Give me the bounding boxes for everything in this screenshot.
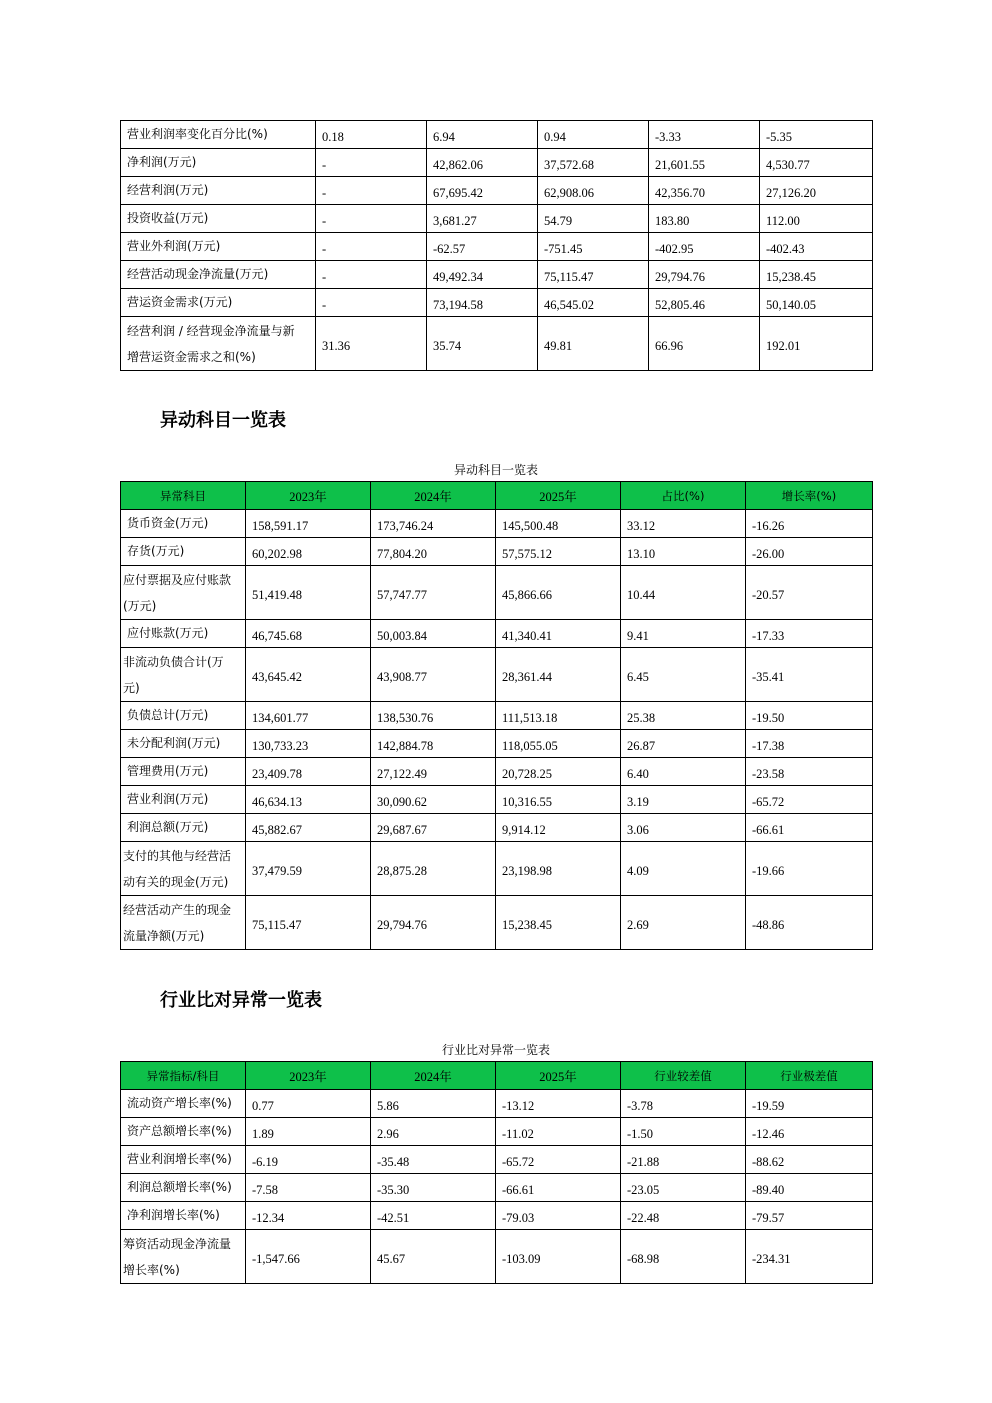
table-row — [121, 1090, 873, 1118]
row-label-line1: 营业利润(万元) — [127, 792, 209, 806]
cell: 6.94 — [427, 121, 538, 149]
cell: -17.33 — [746, 620, 873, 648]
industry-comparison-body — [121, 1090, 873, 1284]
cell: -16.26 — [746, 510, 873, 538]
financial-metrics-body — [121, 121, 873, 371]
cell: 15,238.45 — [496, 896, 621, 950]
row-label-line1: 利润总额(万元) — [127, 820, 209, 834]
row-label-line2: 增长率(%) — [123, 1262, 180, 1277]
cell: 37,479.59 — [246, 842, 371, 896]
cell: 57,575.12 — [496, 538, 621, 566]
cell: 49,492.34 — [427, 261, 538, 289]
cell: 29,687.67 — [371, 814, 496, 842]
cell: -35.41 — [746, 648, 873, 702]
cell: -402.95 — [649, 233, 760, 261]
cell: -234.31 — [746, 1230, 873, 1284]
cell: 31.36 — [316, 317, 427, 371]
cell: 111,513.18 — [496, 702, 621, 730]
cell: 9,914.12 — [496, 814, 621, 842]
column-header: 2025年 — [496, 1062, 621, 1090]
cell: 27,126.20 — [760, 177, 873, 205]
cell: -68.98 — [621, 1230, 746, 1284]
cell: -35.30 — [371, 1174, 496, 1202]
row-label — [121, 1146, 246, 1174]
cell: -1.50 — [621, 1118, 746, 1146]
column-header: 行业极差值 — [746, 1062, 873, 1090]
row-label — [121, 1090, 246, 1118]
column-header: 2023年 — [246, 1062, 371, 1090]
table-row — [121, 648, 873, 702]
row-label — [121, 814, 246, 842]
column-header: 2024年 — [371, 1062, 496, 1090]
row-label-line2: 元) — [123, 680, 140, 695]
row-label-line1: 应付票据及应付账款 — [123, 572, 232, 587]
cell: -65.72 — [496, 1146, 621, 1174]
cell: 21,601.55 — [649, 149, 760, 177]
row-label-line2: 流量净额(万元) — [123, 928, 205, 943]
cell: 37,572.68 — [538, 149, 649, 177]
cell: - — [316, 149, 427, 177]
cell: -6.19 — [246, 1146, 371, 1174]
cell: -20.57 — [746, 566, 873, 620]
cell: 45,866.66 — [496, 566, 621, 620]
cell: 1.89 — [246, 1118, 371, 1146]
anomaly-accounts-body — [121, 510, 873, 950]
cell: 42,862.06 — [427, 149, 538, 177]
cell: 6.40 — [621, 758, 746, 786]
table-row — [121, 1174, 873, 1202]
cell: -65.72 — [746, 786, 873, 814]
cell: 138,530.76 — [371, 702, 496, 730]
cell: -19.59 — [746, 1090, 873, 1118]
financial-metrics-table — [120, 120, 873, 371]
row-label — [121, 1174, 246, 1202]
row-label: 经营利润(万元) — [121, 177, 316, 205]
row-label — [121, 1230, 246, 1284]
cell: 45.67 — [371, 1230, 496, 1284]
cell: 9.41 — [621, 620, 746, 648]
row-label-line1: 存货(万元) — [127, 544, 185, 558]
row-label — [121, 896, 246, 950]
table-caption-industry-comparison: 行业比对异常一览表 — [441, 1043, 550, 1057]
cell: 0.77 — [246, 1090, 371, 1118]
cell: -62.57 — [427, 233, 538, 261]
cell: - — [316, 261, 427, 289]
column-header: 异常指标/科目 — [121, 1062, 246, 1090]
cell: -26.00 — [746, 538, 873, 566]
cell: -79.03 — [496, 1202, 621, 1230]
table-row — [121, 289, 873, 317]
row-label-line1: 非流动负债合计(万 — [123, 654, 224, 669]
cell: -17.38 — [746, 730, 873, 758]
row-label — [121, 317, 316, 371]
table-row — [121, 620, 873, 648]
cell: 52,805.46 — [649, 289, 760, 317]
cell: -751.45 — [538, 233, 649, 261]
cell: - — [316, 289, 427, 317]
cell: 27,122.49 — [371, 758, 496, 786]
cell: 28,361.44 — [496, 648, 621, 702]
row-label — [121, 702, 246, 730]
cell: 46,545.02 — [538, 289, 649, 317]
cell: 0.94 — [538, 121, 649, 149]
row-label-line1: 经营利润 / 经营现金净流量与新 — [127, 323, 295, 338]
cell: 5.86 — [371, 1090, 496, 1118]
cell: 51,419.48 — [246, 566, 371, 620]
cell: 0.18 — [316, 121, 427, 149]
cell: 75,115.47 — [538, 261, 649, 289]
row-label-line2: (万元) — [123, 598, 157, 613]
table-row — [121, 149, 873, 177]
cell: -3.33 — [649, 121, 760, 149]
row-label-line2: 增营运资金需求之和(%) — [127, 349, 256, 364]
row-label: 营业利润率变化百分比(%) — [121, 121, 316, 149]
row-label — [121, 786, 246, 814]
cell: -23.05 — [621, 1174, 746, 1202]
column-header: 2024年 — [371, 482, 496, 510]
column-header: 异常科目 — [121, 482, 246, 510]
cell: 10.44 — [621, 566, 746, 620]
cell: 23,198.98 — [496, 842, 621, 896]
row-label-line1: 负债总计(万元) — [127, 708, 209, 722]
cell: 67,695.42 — [427, 177, 538, 205]
cell: -12.34 — [246, 1202, 371, 1230]
cell: 192.01 — [760, 317, 873, 371]
table-row — [121, 205, 873, 233]
cell: -402.43 — [760, 233, 873, 261]
cell: -66.61 — [746, 814, 873, 842]
cell: 134,601.77 — [246, 702, 371, 730]
cell: 3.19 — [621, 786, 746, 814]
cell: 33.12 — [621, 510, 746, 538]
cell: 49.81 — [538, 317, 649, 371]
cell: -19.66 — [746, 842, 873, 896]
table-row — [121, 177, 873, 205]
cell: -3.78 — [621, 1090, 746, 1118]
cell: 4,530.77 — [760, 149, 873, 177]
industry-comparison-table — [120, 1061, 873, 1284]
anomaly-accounts-table — [120, 481, 873, 950]
table-row — [121, 510, 873, 538]
row-label: 经营活动现金净流量(万元) — [121, 261, 316, 289]
row-label-line1: 资产总额增长率(%) — [127, 1124, 232, 1138]
row-label: 投资收益(万元) — [121, 205, 316, 233]
row-label-line1: 流动资产增长率(%) — [127, 1096, 232, 1110]
cell: 2.69 — [621, 896, 746, 950]
table-row — [121, 730, 873, 758]
row-label: 营运资金需求(万元) — [121, 289, 316, 317]
table-row — [121, 896, 873, 950]
cell: -42.51 — [371, 1202, 496, 1230]
table-row — [121, 1146, 873, 1174]
row-label — [121, 648, 246, 702]
cell: 13.10 — [621, 538, 746, 566]
cell: 26.87 — [621, 730, 746, 758]
cell: -11.02 — [496, 1118, 621, 1146]
row-label — [121, 758, 246, 786]
row-label-line1: 应付账款(万元) — [127, 626, 209, 640]
cell: 73,194.58 — [427, 289, 538, 317]
column-header: 2025年 — [496, 482, 621, 510]
row-label: 营业外利润(万元) — [121, 233, 316, 261]
cell: -35.48 — [371, 1146, 496, 1174]
column-header: 占比(%) — [621, 482, 746, 510]
cell: 46,745.68 — [246, 620, 371, 648]
table-row — [121, 786, 873, 814]
column-header: 2023年 — [246, 482, 371, 510]
cell: 45,882.67 — [246, 814, 371, 842]
cell: -19.50 — [746, 702, 873, 730]
cell: 20,728.25 — [496, 758, 621, 786]
row-label-line1: 营业利润增长率(%) — [127, 1152, 232, 1166]
cell: 29,794.76 — [371, 896, 496, 950]
cell: 145,500.48 — [496, 510, 621, 538]
table-row — [121, 814, 873, 842]
cell: -66.61 — [496, 1174, 621, 1202]
table-row — [121, 842, 873, 896]
column-header: 行业较差值 — [621, 1062, 746, 1090]
cell: 50,140.05 — [760, 289, 873, 317]
cell: -22.48 — [621, 1202, 746, 1230]
row-label-line1: 经营活动产生的现金 — [123, 902, 232, 917]
cell: -13.12 — [496, 1090, 621, 1118]
cell: 29,794.76 — [649, 261, 760, 289]
cell: 77,804.20 — [371, 538, 496, 566]
cell: -103.09 — [496, 1230, 621, 1284]
table-row — [121, 121, 873, 149]
table-row — [121, 261, 873, 289]
cell: -1,547.66 — [246, 1230, 371, 1284]
cell: -7.58 — [246, 1174, 371, 1202]
cell: 4.09 — [621, 842, 746, 896]
cell: 112.00 — [760, 205, 873, 233]
table-row — [121, 538, 873, 566]
cell: 43,908.77 — [371, 648, 496, 702]
cell: -48.86 — [746, 896, 873, 950]
table-row — [121, 233, 873, 261]
table-row — [121, 1230, 873, 1284]
cell: 23,409.78 — [246, 758, 371, 786]
row-label-line2: 动有关的现金(万元) — [123, 874, 229, 889]
row-label — [121, 1118, 246, 1146]
table-row — [121, 758, 873, 786]
row-label-line1: 支付的其他与经营活 — [123, 848, 232, 863]
cell: - — [316, 233, 427, 261]
cell: 158,591.17 — [246, 510, 371, 538]
cell: 66.96 — [649, 317, 760, 371]
section-title-anomaly-accounts: 异动科目一览表 — [160, 410, 286, 431]
section-title-industry-comparison: 行业比对异常一览表 — [160, 990, 322, 1011]
row-label-line1: 利润总额增长率(%) — [127, 1180, 232, 1194]
cell: - — [316, 205, 427, 233]
cell: 54.79 — [538, 205, 649, 233]
cell: 30,090.62 — [371, 786, 496, 814]
row-label: 净利润(万元) — [121, 149, 316, 177]
cell: 183.80 — [649, 205, 760, 233]
cell: 60,202.98 — [246, 538, 371, 566]
cell: 10,316.55 — [496, 786, 621, 814]
row-label — [121, 620, 246, 648]
table-row — [121, 317, 873, 371]
cell: 75,115.47 — [246, 896, 371, 950]
table-caption-anomaly-accounts: 异动科目一览表 — [453, 463, 538, 477]
cell: 35.74 — [427, 317, 538, 371]
cell: -79.57 — [746, 1202, 873, 1230]
table-row — [121, 1202, 873, 1230]
cell: -89.40 — [746, 1174, 873, 1202]
cell: 50,003.84 — [371, 620, 496, 648]
cell: -23.58 — [746, 758, 873, 786]
cell: -21.88 — [621, 1146, 746, 1174]
cell: 41,340.41 — [496, 620, 621, 648]
row-label — [121, 1202, 246, 1230]
table-row — [121, 1118, 873, 1146]
column-header: 增长率(%) — [746, 482, 873, 510]
cell: 3,681.27 — [427, 205, 538, 233]
row-label — [121, 730, 246, 758]
row-label-line1: 管理费用(万元) — [127, 764, 209, 778]
table-row — [121, 702, 873, 730]
cell: -88.62 — [746, 1146, 873, 1174]
cell: 2.96 — [371, 1118, 496, 1146]
row-label-line1: 货币资金(万元) — [127, 516, 209, 530]
row-label — [121, 842, 246, 896]
row-label — [121, 538, 246, 566]
cell: 42,356.70 — [649, 177, 760, 205]
row-label-line1: 筹资活动现金净流量 — [123, 1236, 232, 1251]
cell: 43,645.42 — [246, 648, 371, 702]
table-row — [121, 566, 873, 620]
cell: 118,055.05 — [496, 730, 621, 758]
cell: 3.06 — [621, 814, 746, 842]
cell: 142,884.78 — [371, 730, 496, 758]
cell: 28,875.28 — [371, 842, 496, 896]
cell: 130,733.23 — [246, 730, 371, 758]
cell: 46,634.13 — [246, 786, 371, 814]
cell: - — [316, 177, 427, 205]
row-label-line1: 净利润增长率(%) — [127, 1208, 220, 1222]
cell: 173,746.24 — [371, 510, 496, 538]
row-label-line1: 未分配利润(万元) — [127, 736, 221, 750]
row-label — [121, 510, 246, 538]
cell: -5.35 — [760, 121, 873, 149]
cell: 62,908.06 — [538, 177, 649, 205]
row-label — [121, 566, 246, 620]
cell: -12.46 — [746, 1118, 873, 1146]
cell: 25.38 — [621, 702, 746, 730]
cell: 6.45 — [621, 648, 746, 702]
table-header — [121, 1062, 873, 1090]
table-header — [121, 482, 873, 510]
cell: 15,238.45 — [760, 261, 873, 289]
cell: 57,747.77 — [371, 566, 496, 620]
